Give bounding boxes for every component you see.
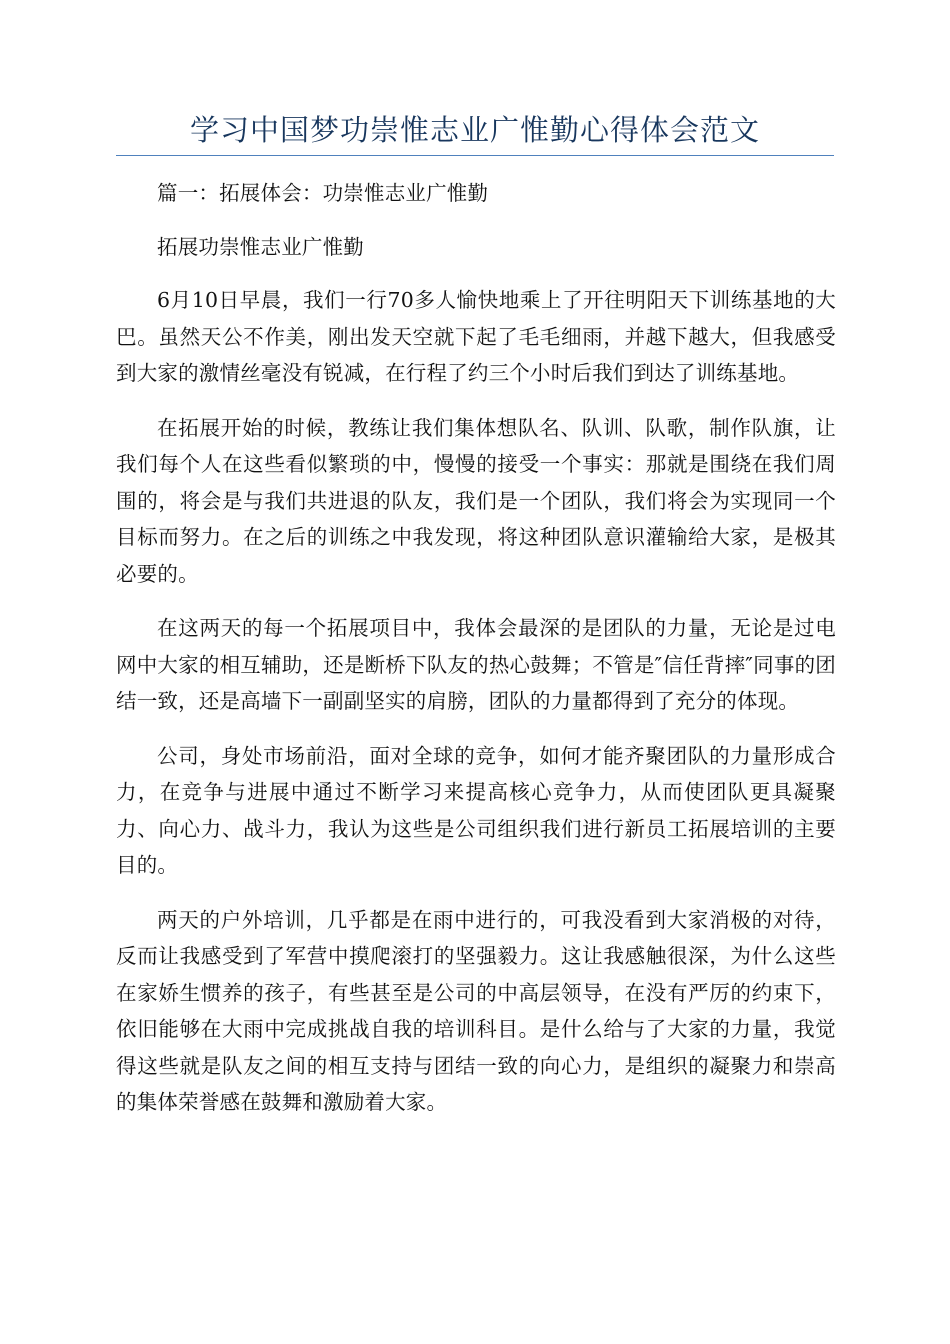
- paragraph: 在这两天的每一个拓展项目中，我体会最深的是团队的力量，无论是过电网中大家的相互辅助，还是断桥下队友的热心鼓舞；不管是″信任背摔″同事的团结一致，还是高墙下一副副坚实的肩膀，团队的力量都得到了充分的体现。: [116, 616, 836, 713]
- section-heading: 篇一：拓展体会：功崇惟志业广惟勤: [157, 181, 489, 205]
- document-title: 学习中国梦功崇惟志业广惟勤心得体会范文: [189, 113, 760, 147]
- title-underline-rule: [116, 155, 834, 156]
- paragraph: 公司，身处市场前沿，面对全球的竞争，如何才能齐聚团队的力量形成合力，在竞争与进展中通过不断学习来提高核心竞争力，从而使团队更具凝聚力、向心力、战斗力，我认为这些是公司组织我们进行新员工拓展培训的主要目的。: [116, 743, 836, 877]
- paragraph: 两天的户外培训，几乎都是在雨中进行的，可我没看到大家消极的对待，反而让我感受到了军营中摸爬滚打的坚强毅力。这让我感触很深，为什么这些在家娇生惯养的孩子，有些甚至是公司的中高层领导，在没有严厉的约束下，依旧能够在大雨中完成挑战自我的培训科目。是什么给与了大家的力量，我觉得这些就是队友之间的相互支持与团结一致的向心力，是组织的凝聚力和崇高的集体荣誉感在鼓舞和激励着大家。: [116, 907, 836, 1114]
- paragraph: 6月10日早晨，我们一行70多人愉快地乘上了开往明阳天下训练基地的大巴。虽然天公不作美，刚出发天空就下起了毛毛细雨，并越下越大，但我感受到大家的激情丝毫没有锐减，在行程了约三个小时后我们到达了训练基地。: [116, 288, 836, 385]
- subheading: 拓展功崇惟志业广惟勤: [157, 234, 364, 259]
- paragraph: 在拓展开始的时候，教练让我们集体想队名、队训、队歌，制作队旗，让我们每个人在这些看似繁琐的中，慢慢的接受一个事实：那就是围绕在我们周围的，将会是与我们共进退的队友，我们是一个团队，我们将会为实现同一个目标而努力。在之后的训练之中我发现，将这种团队意识灌输给大家，是极其必要的。: [116, 415, 836, 586]
- document-body: [116, 175, 836, 1139]
